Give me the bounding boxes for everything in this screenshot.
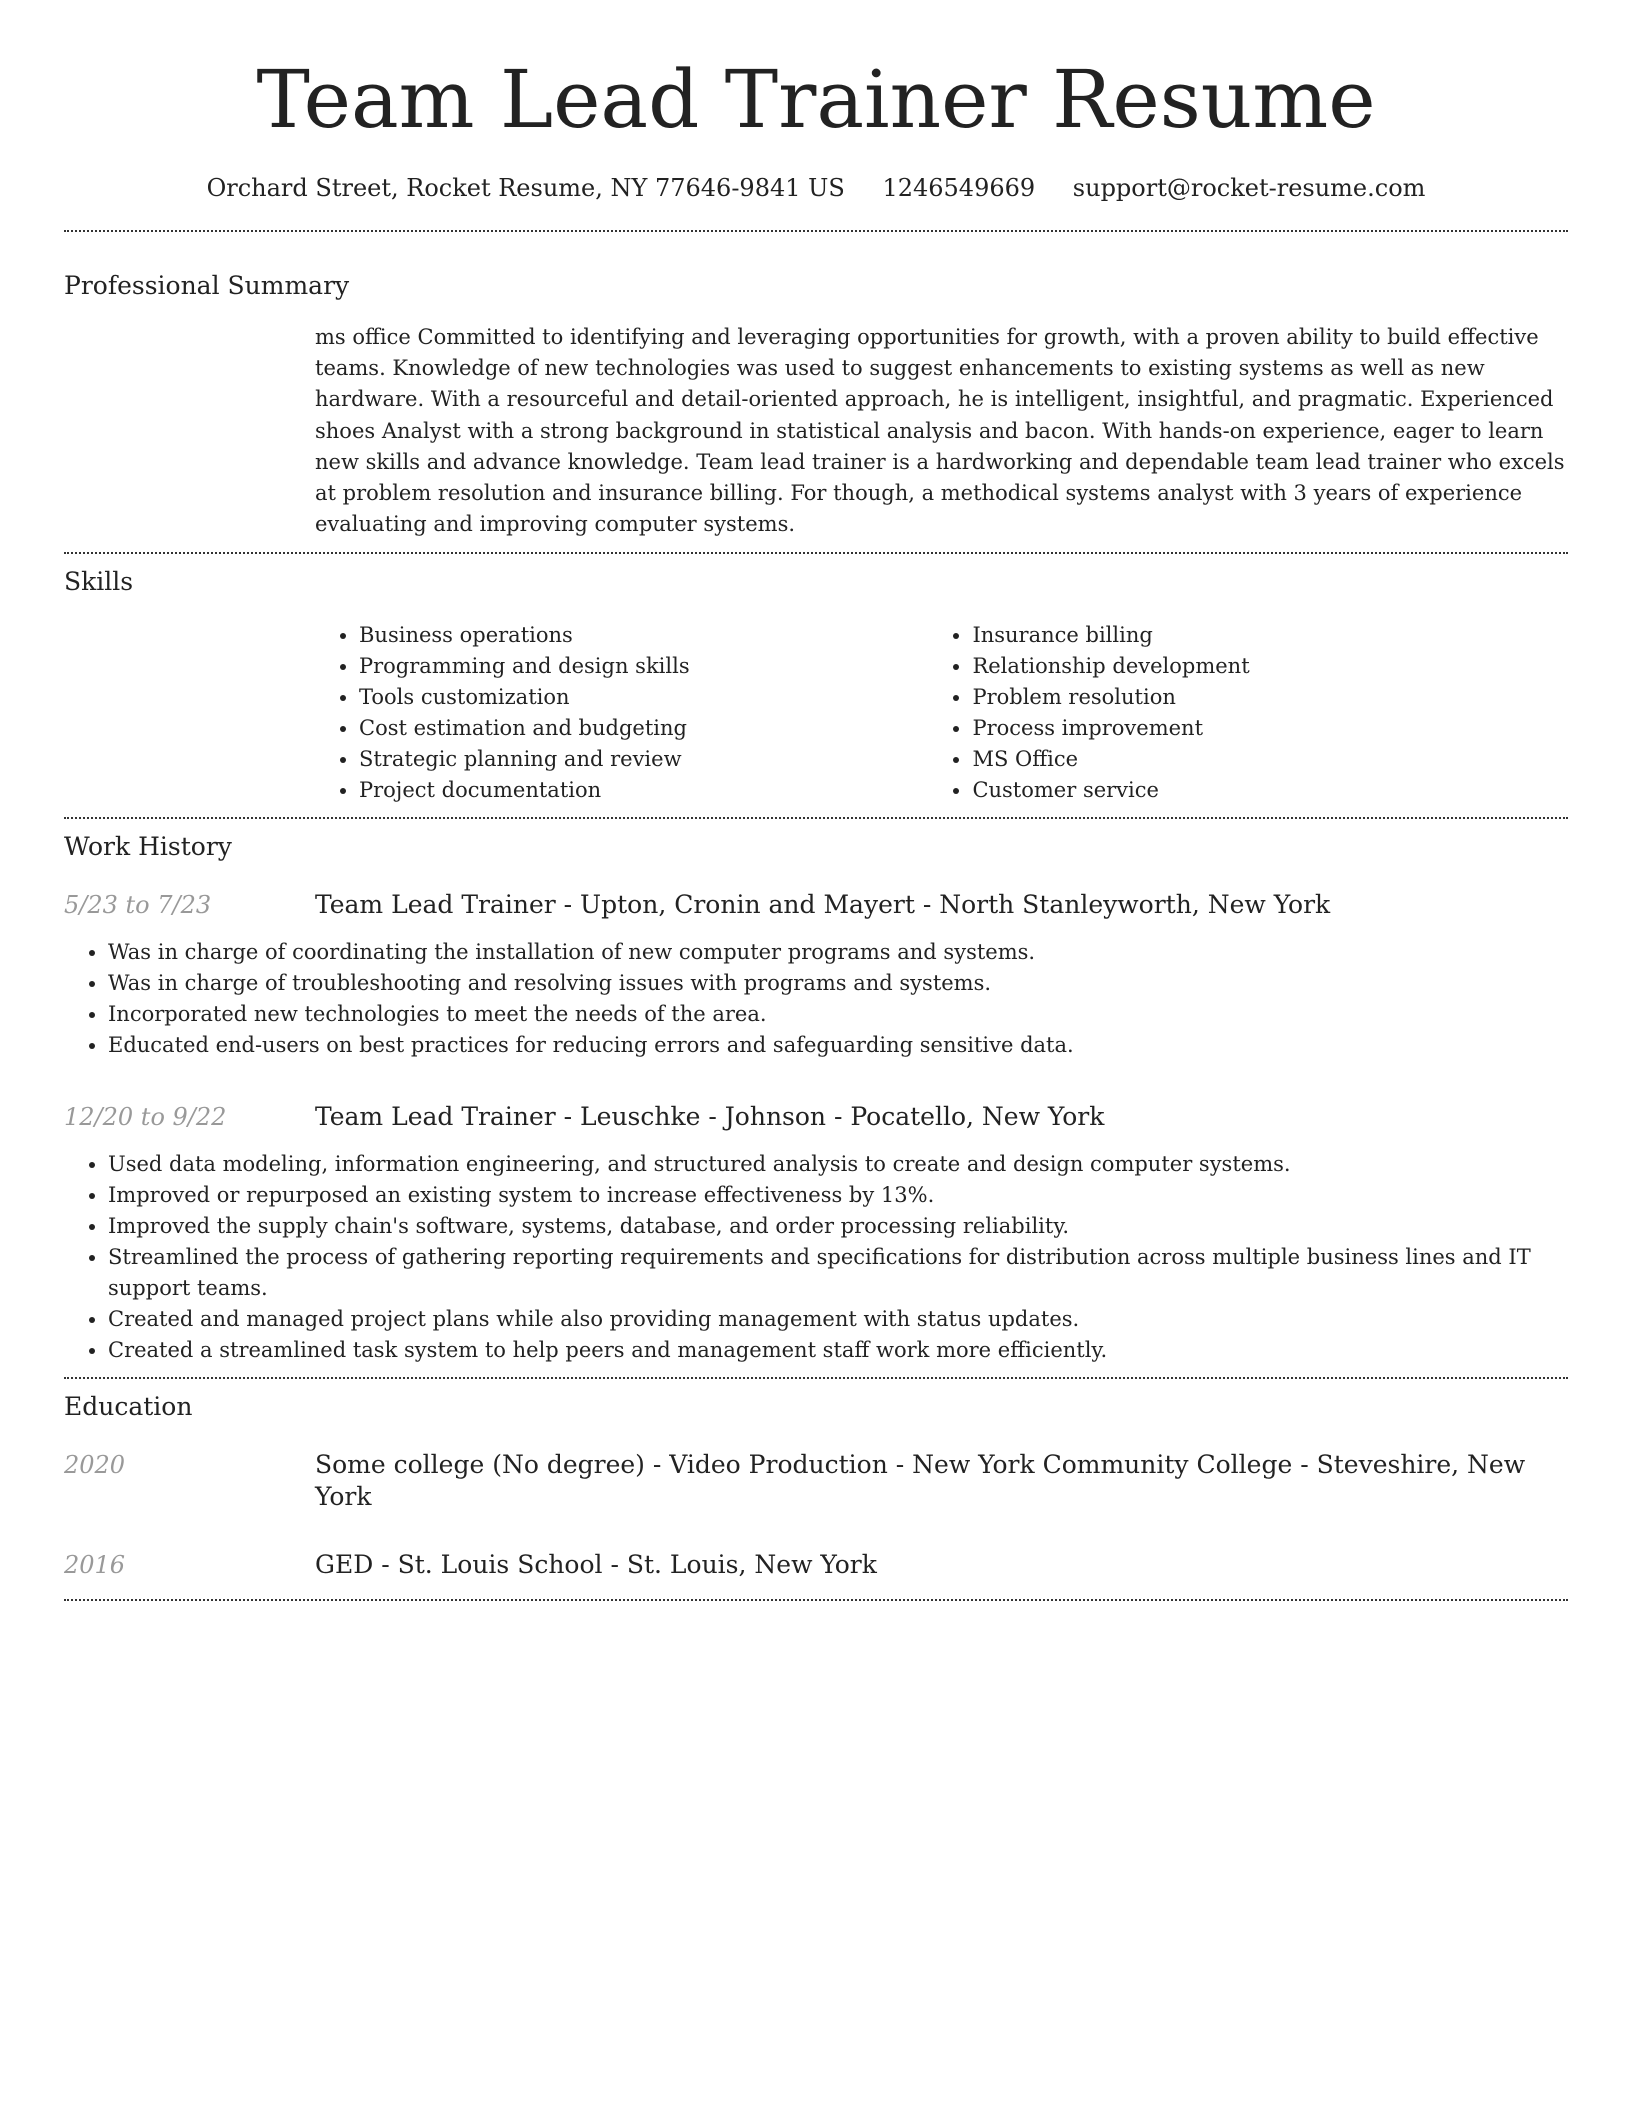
job-dates: 5/23 to 7/23 <box>64 891 212 920</box>
education-heading: Education <box>64 1392 193 1422</box>
skill-item: • MS Office <box>972 744 1568 775</box>
job-entry <box>64 889 1568 1061</box>
skill-item: • Project documentation <box>359 775 969 806</box>
skill-item: • Business operations <box>359 620 969 651</box>
resume-page <box>64 0 1568 1601</box>
education-text: GED - St. Louis School - St. Louis, New York <box>315 1550 877 1580</box>
job-bullets <box>64 937 1568 1061</box>
skills-column-right <box>928 620 1568 806</box>
education-entry <box>64 1549 1568 1581</box>
skill-item: • Relationship development <box>972 651 1568 682</box>
job-bullets <box>64 1149 1568 1366</box>
job-heading: Team Lead Trainer - Upton, Cronin and Mayert - North Stanleyworth, New York <box>315 890 1331 920</box>
skill-item: • Strategic planning and review <box>359 744 969 775</box>
address: Orchard Street, Rocket Resume, NY 77646-9841 US <box>206 174 845 202</box>
email: support@rocket-resume.com <box>1072 174 1426 202</box>
education-entry <box>64 1449 1568 1513</box>
skill-item: • Insurance billing <box>972 620 1568 651</box>
job-bullet: • Used data modeling, information engineering, and structured analysis to create and design computer systems. <box>108 1149 1568 1180</box>
divider <box>64 552 1568 554</box>
skill-item: • Cost estimation and budgeting <box>359 713 969 744</box>
skills-heading: Skills <box>64 567 134 597</box>
job-bullet: • Created and managed project plans while also providing management with status updates. <box>108 1304 1568 1335</box>
skill-item: • Customer service <box>972 775 1568 806</box>
education-year: 2016 <box>64 1551 126 1580</box>
skill-item: • Tools customization <box>359 682 969 713</box>
resume-title: Team Lead Trainer Resume <box>256 53 1376 146</box>
job-bullet: • Streamlined the process of gathering reporting requirements and specifications for distribution across multiple business lines and IT support teams. <box>108 1242 1568 1304</box>
divider <box>64 1377 1568 1379</box>
divider <box>64 230 1568 232</box>
job-entry <box>64 1101 1568 1366</box>
job-bullet: • Was in charge of coordinating the installation of new computer programs and systems. <box>108 937 1568 968</box>
phone: 1246549669 <box>882 174 1036 202</box>
education-year: 2020 <box>64 1451 126 1480</box>
job-bullet: • Improved or repurposed an existing system to increase effectiveness by 13%. <box>108 1180 1568 1211</box>
work-heading: Work History <box>64 832 232 862</box>
divider <box>64 1599 1568 1601</box>
skills-column-left <box>315 620 969 806</box>
summary-text: ms office Committed to identifying and leveraging opportunities for growth, with a proven ability to build effective teams. Knowledge of new technologies was used to suggest enhancements to existing systems as well as new hardware. With a resourceful and detail-oriented approach, he is intelligent, insightful, and pragmatic. Experienced shoes Analyst with a strong background in statistical analysis and bacon. With hands-on experience, eager to learn new skills and advance knowledge. Team lead trainer is a hardworking and dependable team lead trainer who excels at problem resolution and insurance billing. For though, a methodical systems analyst with 3 years of experience evaluating and improving computer systems. <box>315 325 1565 537</box>
skill-item: • Process improvement <box>972 713 1568 744</box>
summary-section <box>64 270 1568 540</box>
contact-line <box>64 172 1568 204</box>
job-bullet: • Was in charge of troubleshooting and resolving issues with programs and systems. <box>108 968 1568 999</box>
job-bullet: • Educated end-users on best practices for reducing errors and safeguarding sensitive data. <box>108 1030 1568 1061</box>
divider <box>64 817 1568 819</box>
skill-item: • Programming and design skills <box>359 651 969 682</box>
skills-section <box>64 566 1568 806</box>
skill-item: • Problem resolution <box>972 682 1568 713</box>
skills-list <box>315 620 1568 806</box>
job-bullet: • Created a streamlined task system to help peers and management staff work more efficiently. <box>108 1335 1568 1366</box>
education-text: Some college (No degree) - Video Production - New York Community College - Steveshire, New York <box>315 1450 1526 1512</box>
job-bullet: • Incorporated new technologies to meet the needs of the area. <box>108 999 1568 1030</box>
job-heading: Team Lead Trainer - Leuschke - Johnson - Pocatello, New York <box>315 1102 1105 1132</box>
job-dates: 12/20 to 9/22 <box>64 1103 227 1132</box>
education-section <box>64 1391 1568 1581</box>
summary-heading: Professional Summary <box>64 271 350 300</box>
job-bullet: • Improved the supply chain's software, systems, database, and order processing reliability. <box>108 1211 1568 1242</box>
work-section <box>64 831 1568 1366</box>
